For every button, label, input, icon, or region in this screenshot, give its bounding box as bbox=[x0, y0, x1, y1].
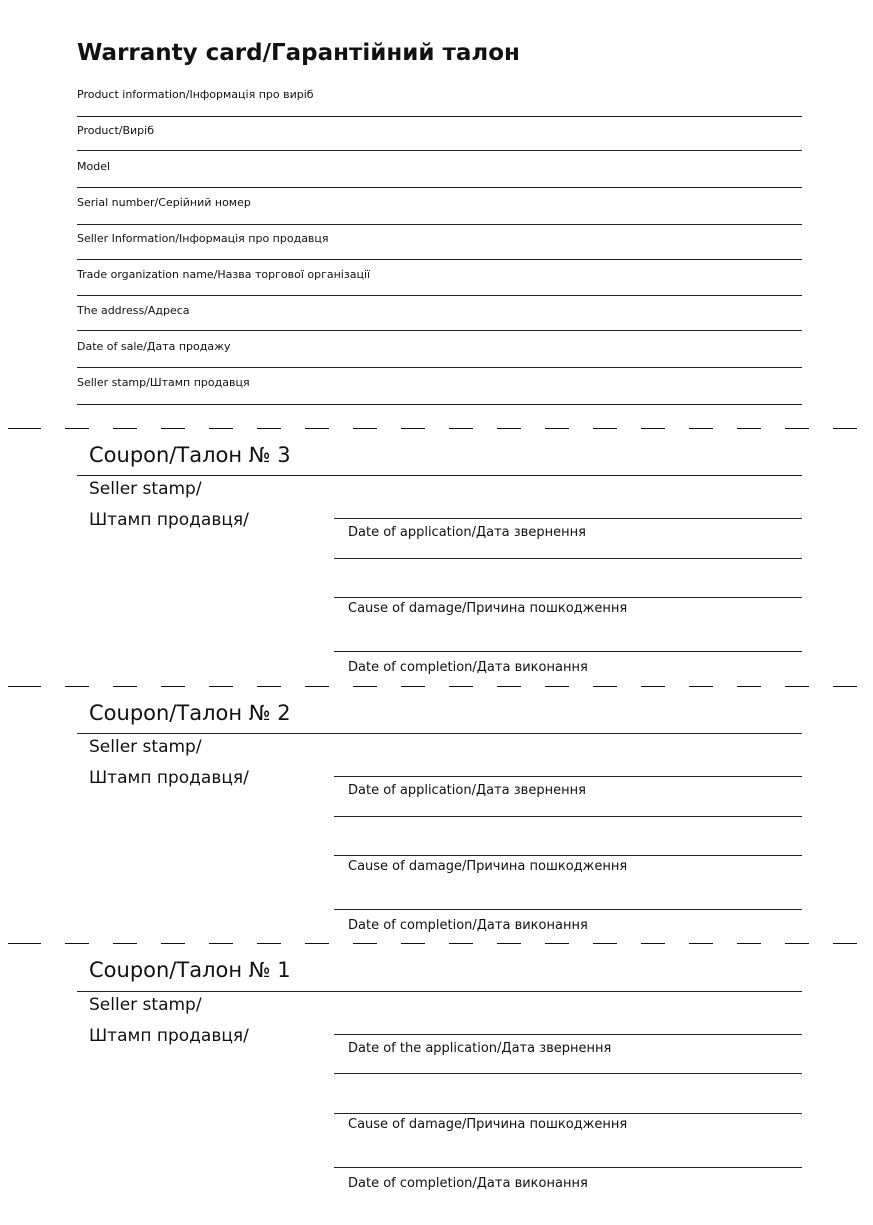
coupon-2-cause-damage: Cause of damage/Причина пошкодження bbox=[348, 859, 628, 874]
label-trade-organization: Trade organization name/Назва торгової організації bbox=[77, 268, 371, 281]
coupon-3-title: Coupon/Талон № 3 bbox=[89, 443, 291, 467]
coupon-3-stamp-line2: Штамп продавця/ bbox=[89, 510, 249, 530]
cut-line bbox=[0, 686, 873, 687]
divider bbox=[334, 1167, 802, 1168]
divider bbox=[334, 909, 802, 910]
coupon-1-stamp-line1: Seller stamp/ bbox=[89, 995, 202, 1015]
page-title: Warranty card/Гарантійний талон bbox=[77, 40, 520, 66]
divider bbox=[77, 295, 802, 296]
divider bbox=[334, 1034, 802, 1035]
divider bbox=[77, 991, 802, 992]
divider bbox=[334, 518, 802, 519]
label-date-of-sale: Date of sale/Дата продажу bbox=[77, 340, 231, 353]
coupon-3-date-completion: Date of completion/Дата виконання bbox=[348, 660, 588, 675]
divider bbox=[77, 259, 802, 260]
divider bbox=[334, 597, 802, 598]
coupon-2-date-completion: Date of completion/Дата виконання bbox=[348, 918, 588, 933]
label-seller-information: Seller Information/Інформація про продавця bbox=[77, 232, 329, 245]
coupon-2-stamp-line1: Seller stamp/ bbox=[89, 737, 202, 757]
label-serial-number: Serial number/Серійний номер bbox=[77, 196, 251, 209]
divider bbox=[77, 733, 802, 734]
divider bbox=[77, 150, 802, 151]
divider bbox=[334, 558, 802, 559]
divider bbox=[334, 816, 802, 817]
label-model: Model bbox=[77, 160, 111, 173]
divider bbox=[77, 367, 802, 368]
cut-line bbox=[0, 428, 873, 429]
divider bbox=[77, 404, 802, 405]
coupon-1-cause-damage: Cause of damage/Причина пошкодження bbox=[348, 1117, 628, 1132]
label-product-information: Product information/Інформація про виріб bbox=[77, 88, 314, 101]
divider bbox=[334, 651, 802, 652]
divider bbox=[334, 855, 802, 856]
label-seller-stamp: Seller stamp/Штамп продавця bbox=[77, 376, 250, 389]
divider bbox=[77, 116, 802, 117]
coupon-2-title: Coupon/Талон № 2 bbox=[89, 701, 291, 725]
coupon-1-date-application: Date of the application/Дата звернення bbox=[348, 1041, 612, 1056]
divider bbox=[334, 1073, 802, 1074]
divider bbox=[77, 330, 802, 331]
coupon-1-title: Coupon/Талон № 1 bbox=[89, 958, 291, 982]
label-address: The address/Адреса bbox=[77, 304, 190, 317]
coupon-2-date-application: Date of application/Дата звернення bbox=[348, 783, 586, 798]
divider bbox=[77, 187, 802, 188]
divider bbox=[334, 1113, 802, 1114]
cut-line bbox=[0, 943, 873, 944]
coupon-1-date-completion: Date of completion/Дата виконання bbox=[348, 1176, 588, 1191]
coupon-2-stamp-line2: Штамп продавця/ bbox=[89, 768, 249, 788]
coupon-1-stamp-line2: Штамп продавця/ bbox=[89, 1026, 249, 1046]
label-product: Product/Виріб bbox=[77, 124, 154, 137]
divider bbox=[77, 224, 802, 225]
divider bbox=[334, 776, 802, 777]
coupon-3-date-application: Date of application/Дата звернення bbox=[348, 525, 586, 540]
coupon-3-cause-damage: Cause of damage/Причина пошкодження bbox=[348, 601, 628, 616]
divider bbox=[77, 475, 802, 476]
coupon-3-stamp-line1: Seller stamp/ bbox=[89, 479, 202, 499]
